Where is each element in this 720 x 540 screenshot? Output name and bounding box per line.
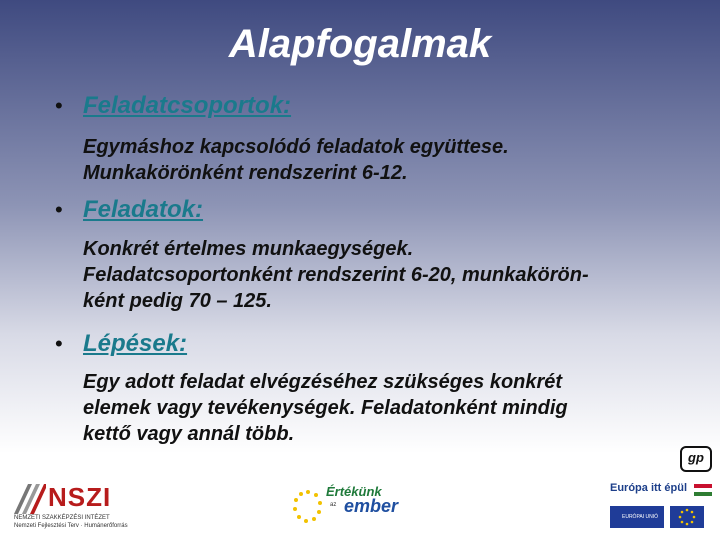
footer-logos: [0, 474, 720, 540]
nszi-tagline: Nemzeti Fejlesztési Terv · Humánerőforrás: [14, 523, 128, 529]
nszi-logo: [14, 482, 128, 532]
eu-flag-text: EURÓPAI UNIÓ: [622, 514, 659, 520]
body-line: Feladatcsoportonként rendszerint 6-20, munkakörön-: [83, 264, 589, 286]
body-line: elemek vagy tevékenységek. Feladatonként mindig: [83, 397, 568, 419]
body-line: kettő vagy annál több.: [83, 423, 295, 445]
eu-flag-icon: [610, 506, 664, 528]
eu-flag-icon: [670, 506, 704, 528]
slide-title: Alapfogalmak: [228, 22, 492, 66]
eu-logo: [606, 482, 710, 534]
body-line: Konkrét értelmes munkaegységek.: [83, 238, 414, 260]
body-line: Egy adott feladat elvégzéséhez szükséges konkrét: [83, 371, 563, 393]
eu-stars-icon: [670, 506, 704, 528]
body-line: ként pedig 70 – 125.: [83, 290, 272, 312]
nszi-name: NSZI: [48, 482, 112, 512]
ertekunk-word: Értékünk: [326, 484, 382, 499]
nszi-subtitle: NEMZETI SZAKKÉPZÉSI INTÉZET: [14, 515, 110, 521]
bullet-dot: •: [55, 197, 63, 222]
bullet-feladatok: [55, 196, 203, 224]
bullet-heading[interactable]: Feladatcsoportok:: [83, 92, 292, 119]
bullet-dot: •: [55, 93, 63, 118]
hungarian-flag-icon: [694, 484, 712, 496]
bullet-heading[interactable]: Lépések:: [83, 330, 188, 357]
bullet-dot: •: [55, 331, 63, 356]
bullet-heading[interactable]: Feladatok:: [83, 196, 204, 223]
bullet-feladatcsoportok: [55, 92, 291, 120]
ertekunk-ember: ember: [344, 496, 399, 516]
nszi-mark-icon: [14, 484, 46, 514]
bullet-body: [83, 236, 683, 314]
bullet-lepesek: [55, 330, 187, 358]
bullet-body: [83, 369, 683, 447]
body-line: Egymáshoz kapcsolódó feladatok együttese.: [83, 136, 509, 158]
star-ring-icon: [292, 488, 324, 528]
gp-logo: gp: [680, 446, 712, 472]
ertekunk-az: az: [330, 502, 337, 508]
body-line: Munkakörönként rendszerint 6-12.: [83, 162, 408, 184]
eu-slogan: Európa itt épül: [610, 482, 687, 494]
bullet-body: [83, 134, 683, 186]
ertekunk-logo: [292, 482, 416, 532]
